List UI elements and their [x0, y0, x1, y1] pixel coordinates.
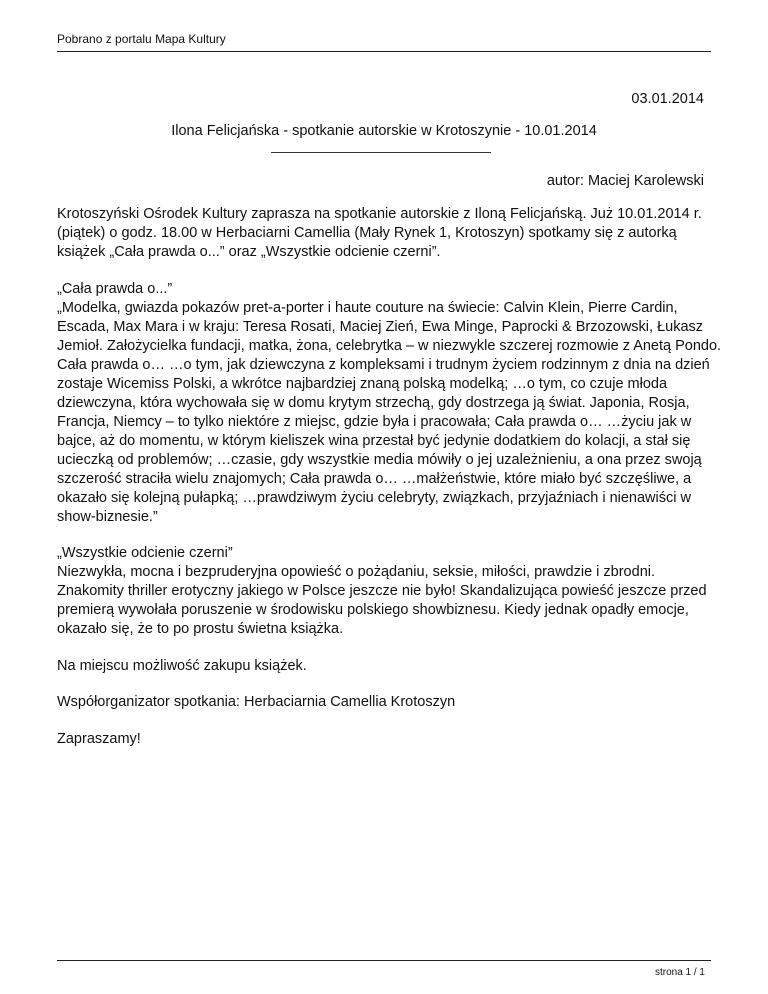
paragraph-line: Francja, Niemcy – to tylko niektóre z miejsc, gdzie była i pracowała; Cała prawda o… …życiu jak w [57, 413, 692, 430]
paragraph-line: zostaje Wicemiss Polski, a wkrótce najbardziej znaną polską modelką; …o tym, co czuje młoda [57, 375, 668, 392]
article-body [57, 205, 722, 766]
paragraph-line: Escada, Max Mara i w kraju: Teresa Rosati, Maciej Zień, Ewa Minge, Paprocki & Brzozowski, Łukasz [57, 318, 704, 335]
article-paragraph [57, 205, 713, 262]
paragraph-line: Zapraszamy! [57, 730, 141, 747]
article-date: 03.01.2014 [631, 91, 704, 107]
paragraph-line: dziewczyna, która wychowała się w domu krytym strzechą, gdy dostrzega ją świat. Japonia, Rosja, [57, 394, 690, 411]
paragraph-line: (piątek) o godz. 18.00 w Herbaciarni Camellia (Mały Rynek 1, Krotoszyn) spotkamy się z autorką [57, 225, 677, 241]
paragraph-line: okazało się, że to po prostu świetna książka. [57, 621, 344, 637]
paragraph-line: bajce, aż do momentu, w którym kieliszek wina przestał być jedynie dodatkiem do kolacji, a stał się [57, 432, 691, 449]
paragraph-line: „Wszystkie odcienie czerni” [57, 545, 233, 561]
article-title: Ilona Felicjańska - spotkanie autorskie w Krotoszynie - 10.01.2014 [171, 123, 597, 139]
footer-divider [57, 960, 711, 961]
paragraph-line: show-biznesie.” [57, 508, 158, 525]
paragraph-line: ucieczką od problemów; …czasie, gdy wszystkie media mówiły o jej uzależnieniu, a ona przez swoją [57, 451, 702, 468]
paragraph-line: Jemioł. Założycielka fundacji, matka, żona, celebrytka – w niezwykle szczerej rozmowie z Anetą Pondo. [57, 337, 722, 354]
article-paragraph [57, 693, 713, 712]
paragraph-line: Współorganizator spotkania: Herbaciarnia Camellia Krotoszyn [57, 694, 456, 710]
paragraph-line: szczerość straciła wielu znajomych; Cała prawda o… …małżeństwie, które miało być szczęśliwe, a [57, 470, 692, 487]
header-divider [57, 51, 711, 52]
title-underline [271, 152, 491, 153]
article-paragraph [57, 730, 713, 749]
page-number: strona 1 / 1 [654, 967, 705, 978]
page-header-source: Pobrano z portalu Mapa Kultury [57, 32, 226, 46]
article-paragraph [57, 544, 713, 639]
paragraph-line: „Cała prawda o...” [57, 280, 173, 297]
paragraph-line: Cała prawda o… …o tym, jak dziewczyna z kompleksami i trudnym życiem rodzinnym z dnia na dzień [57, 356, 710, 373]
paragraph-line: Znakomity thriller erotyczny jakiego w Polsce jeszcze nie było! Skandalizująca powieść jeszcze przed [57, 583, 707, 599]
article-paragraph [57, 280, 722, 527]
paragraph-line: Krotoszyński Ośrodek Kultury zaprasza na spotkanie autorskie z Iloną Felicjańską. Już 10.01.2014 r. [57, 206, 702, 222]
paragraph-line: Niezwykła, mocna i bezpruderyjna opowieść o pożądaniu, seksie, miłości, prawdzie i zbrodni. [57, 564, 656, 580]
paragraph-line: książek „Cała prawda o...” oraz „Wszystkie odcienie czerni”. [57, 244, 441, 260]
paragraph-line: Na miejscu możliwość zakupu książek. [57, 657, 307, 674]
paragraph-line: okazało się kolejną pułapką; …prawdziwym życiu celebryty, związkach, przyjaźniach i nienawiści w [57, 489, 691, 506]
article-author: autor: Maciej Karolewski [546, 173, 704, 189]
paragraph-line: „Modelka, gwiazda pokazów pret-a-porter i haute couture na świecie: Calvin Klein, Pierre Cardin, [57, 299, 678, 316]
article-paragraph [57, 657, 713, 676]
paragraph-line: premierą wywołała poruszenie w środowisku polskiego showbiznesu. Kiedy jednak opadły emocje, [57, 602, 689, 618]
